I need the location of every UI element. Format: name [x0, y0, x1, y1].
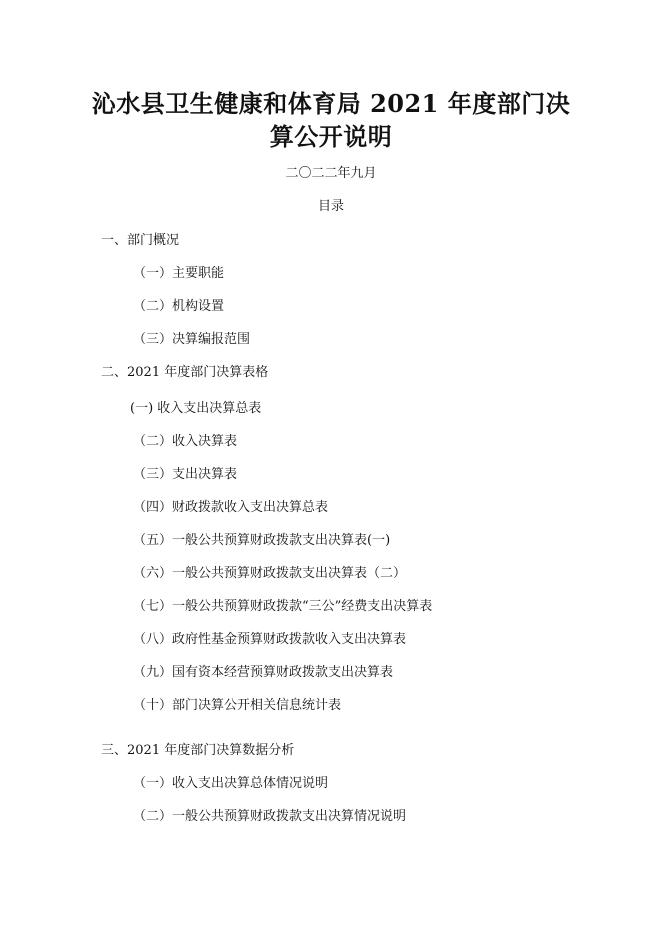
toc-item-2-3: （三）支出决算表: [133, 467, 238, 482]
toc-item-2-4: （四）财政拨款收入支出决算总表: [133, 500, 329, 515]
toc-item-2-7: （七）一般公共预算财政拨款“三公”经费支出决算表: [133, 599, 433, 614]
toc-item-3-1: （一）收入支出决算总体情况说明: [133, 776, 329, 791]
toc-item-3-2: （二）一般公共预算财政拨款支出决算情况说明: [133, 809, 407, 824]
toc-section-2: 二、2021 年度部门决算表格: [101, 365, 269, 380]
toc-item-2-5: （五）一般公共预算财政拨款支出决算表(一): [133, 533, 391, 548]
toc-item-2-1: (一) 收入支出决算总表: [130, 401, 262, 416]
document-date: 二〇二二年九月: [285, 166, 377, 181]
document-title-line-2: 算公开说明: [269, 122, 393, 151]
toc-section-1: 一、部门概况: [101, 233, 180, 248]
toc-heading: 目录: [317, 199, 344, 214]
toc-item-1-1: （一）主要职能: [133, 266, 225, 281]
toc-item-2-9: （九）国有资本经营预算财政拨款支出决算表: [133, 665, 394, 680]
toc-section-3: 三、2021 年度部门决算数据分析: [101, 743, 295, 758]
document-title-line-1: 沁水县卫生健康和体育局 2021 年度部门决: [91, 89, 571, 118]
toc-item-2-8: （八）政府性基金预算财政拨款收入支出决算表: [133, 632, 407, 647]
toc-item-2-2: （二）收入决算表: [133, 434, 238, 449]
toc-item-2-10: （十）部门决算公开相关信息统计表: [133, 698, 342, 713]
toc-item-2-6: （六）一般公共预算财政拨款支出决算表（二）: [133, 566, 407, 581]
toc-item-1-3: （三）决算编报范围: [133, 332, 251, 347]
toc-item-1-2: （二）机构设置: [133, 299, 225, 314]
